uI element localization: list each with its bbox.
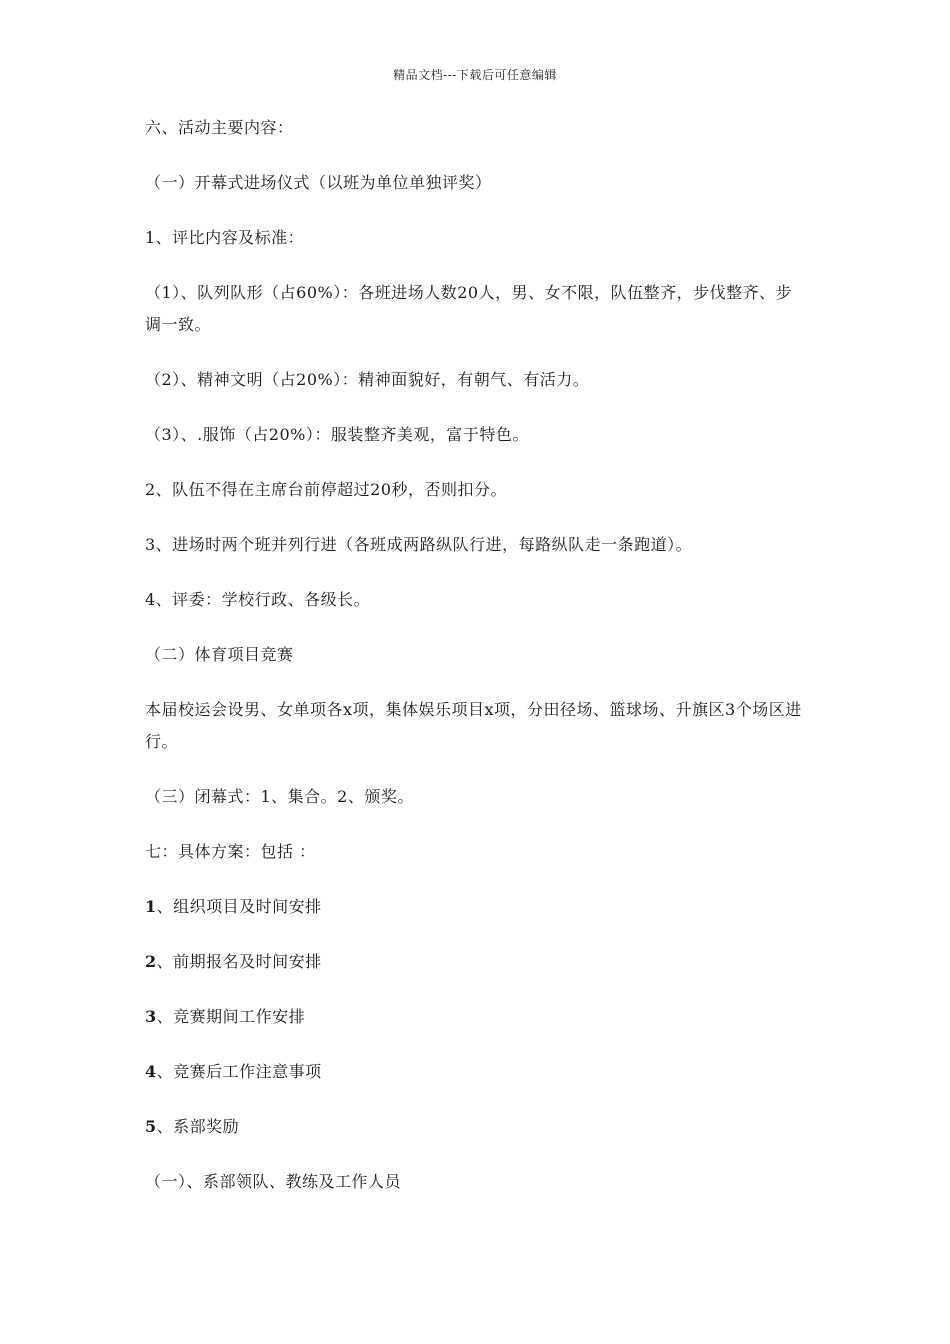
sports-events-description: 本届校运会设男、女单项各x项，集体娱乐项目x项，分田径场、篮球场、升旗区3个场区进行。 — [145, 700, 802, 751]
page-header: 精品文档---下载后可任意编辑 — [393, 68, 557, 82]
plan-item-text: 、组织项目及时间安排 — [156, 897, 322, 916]
plan-item-number: 5 — [145, 1117, 157, 1136]
plan-item — [145, 946, 805, 978]
judges-paragraph: 4、评委：学校行政、各级长。 — [145, 590, 371, 609]
plan-item-text: 、竞赛后工作注意事项 — [156, 1062, 322, 1081]
plan-item-text: 、前期报名及时间安排 — [156, 952, 322, 971]
plan-item-number: 4 — [145, 1062, 157, 1081]
subsection-sports-events: （二）体育项目竞赛 — [145, 645, 294, 664]
plan-item-text: 、系部奖励 — [156, 1117, 240, 1136]
document-body — [145, 112, 805, 1221]
rule-no-stopping: 2、队伍不得在主席台前停超过20秒，否则扣分。 — [145, 480, 508, 499]
plan-item-number: 2 — [145, 952, 157, 971]
criteria-spirit: （2）、精神文明（占20%）：精神面貌好，有朝气、有活力。 — [145, 370, 590, 389]
section-heading-six: 六、活动主要内容： — [145, 118, 294, 137]
subsection-staff: （一）、系部领队、教练及工作人员 — [145, 1172, 402, 1191]
subsection-opening-ceremony: （一）开幕式进场仪式（以班为单位单独评奖） — [145, 173, 492, 192]
criteria-heading: 1、评比内容及标准： — [145, 228, 305, 247]
plan-item-text: 、竞赛期间工作安排 — [156, 1007, 306, 1026]
criteria-attire: （3）、.服饰（占20%）：服装整齐美观，富于特色。 — [145, 425, 529, 444]
section-heading-seven: 七：具体方案：包括 ： — [145, 842, 316, 861]
plan-item — [145, 1111, 805, 1143]
criteria-formation: （1）、队列队形（占60%）：各班进场人数20人，男、女不限，队伍整齐，步伐整齐、步调一致。 — [145, 283, 793, 334]
subsection-closing-ceremony: （三）闭幕式：1、集合。2、颁奖。 — [145, 787, 414, 806]
plan-item — [145, 1001, 805, 1033]
plan-item-number: 3 — [145, 1007, 157, 1026]
plan-item-number: 1 — [145, 897, 157, 916]
rule-march-side-by-side: 3、进场时两个班并列行进（各班成两路纵队行进，每路纵队走一条跑道）。 — [145, 535, 693, 554]
plan-item — [145, 1056, 805, 1088]
plan-item — [145, 891, 805, 923]
